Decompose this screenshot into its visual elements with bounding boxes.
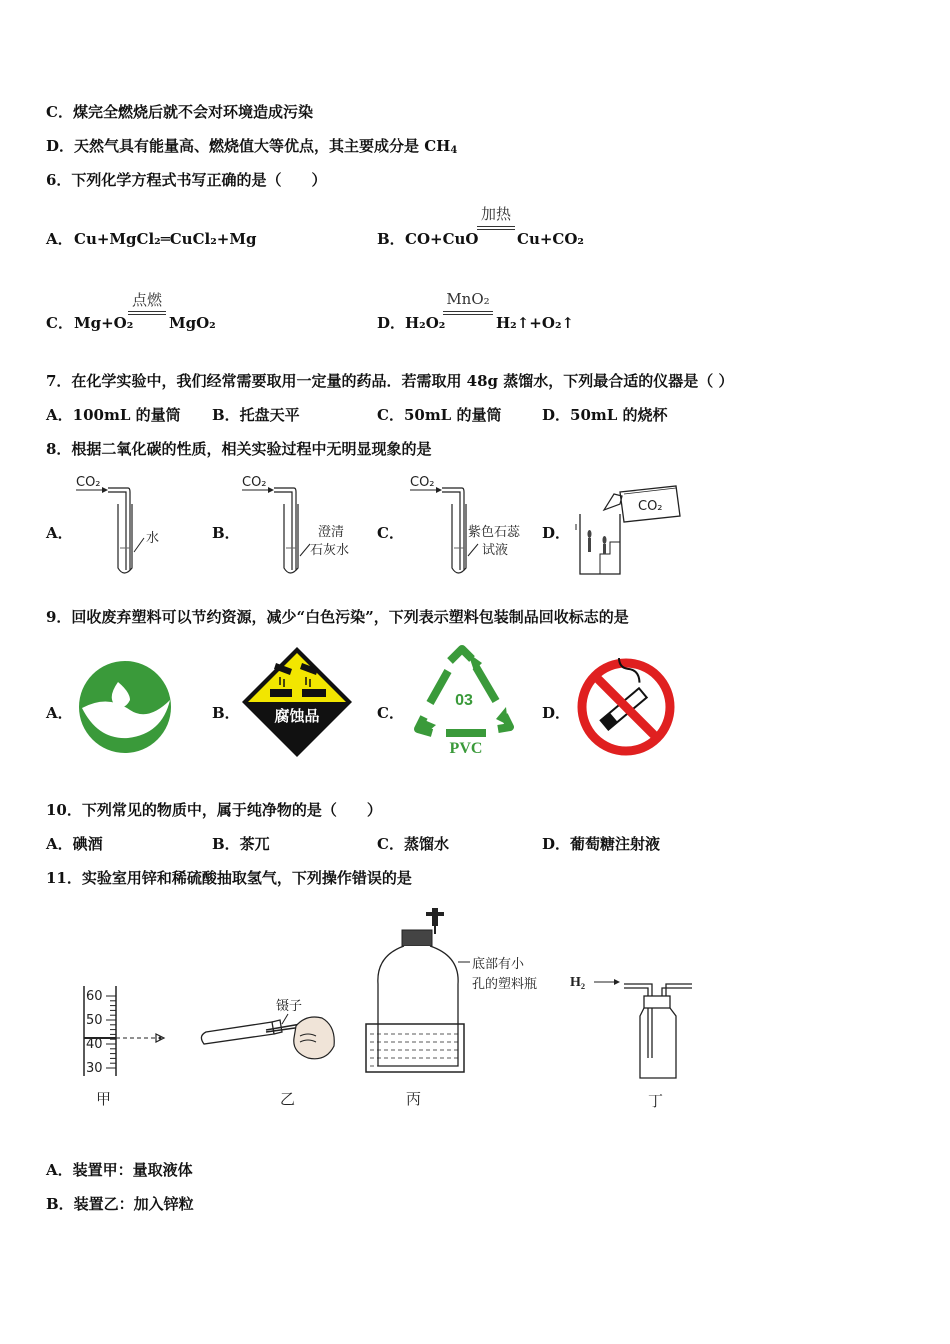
q6-stem: 6．下列化学方程式书写正确的是（ ） bbox=[46, 171, 327, 189]
corrosive-icon bbox=[240, 645, 354, 759]
scale-40: 40 bbox=[86, 1037, 103, 1052]
q6-b-equals bbox=[477, 226, 515, 230]
q7-option-d: D．50mL 的烧杯 bbox=[542, 406, 668, 424]
q6-c-right: MgO₂ bbox=[169, 314, 216, 332]
q6-b-condition: 加热 bbox=[480, 205, 511, 223]
bottle-in-trough-figure bbox=[362, 906, 562, 1076]
caption-ding: 丁 bbox=[648, 1092, 664, 1110]
q6-a-equation: Cu+MgCl₂═CuCl₂+Mg bbox=[74, 230, 257, 248]
scale-60: 60 bbox=[86, 989, 103, 1004]
q8-a-water: 水 bbox=[146, 531, 160, 546]
q6-c-condition: 点燃 bbox=[131, 291, 162, 309]
gas-bottle-figure bbox=[566, 966, 698, 1084]
q5-option-d bbox=[46, 136, 457, 161]
q8-b-label: B． bbox=[212, 524, 240, 542]
q8-a-label: A． bbox=[46, 524, 73, 542]
q10-option-b: B．茶兀 bbox=[212, 835, 270, 853]
q8-d-label: D． bbox=[542, 524, 571, 542]
q7-option-a: A．100mL 的量筒 bbox=[46, 406, 181, 424]
corrosive-text: 腐蚀品 bbox=[274, 707, 320, 725]
corrosive-yellow bbox=[248, 653, 346, 702]
q6-c-left: Mg+O₂ bbox=[74, 314, 134, 332]
q10-option-d: D．葡萄糖注射液 bbox=[542, 835, 661, 853]
q6-c-label: C． bbox=[46, 314, 73, 332]
q8-apparatus-d bbox=[572, 484, 687, 579]
q8-d-gas: CO₂ bbox=[638, 499, 663, 514]
recycle-text: PVC bbox=[449, 740, 483, 757]
q10-option-a: A．碘酒 bbox=[46, 835, 103, 853]
q9-a-label: A． bbox=[46, 704, 73, 722]
scale-50: 50 bbox=[86, 1013, 103, 1028]
q7-option-c: C．50mL 的量筒 bbox=[377, 406, 502, 424]
q8-c-reagent-2: 试液 bbox=[482, 543, 509, 558]
q6-d-right: H₂↑+O₂↑ bbox=[496, 314, 575, 332]
q8-b-gas: CO₂ bbox=[242, 475, 267, 490]
recycle-icon bbox=[410, 645, 520, 757]
caption-bing: 丙 bbox=[406, 1090, 422, 1108]
q6-c-equals bbox=[128, 311, 166, 315]
q7-option-b: B．托盘天平 bbox=[212, 406, 300, 424]
recycle-number: 03 bbox=[455, 692, 473, 709]
graduated-cylinder-figure bbox=[80, 982, 180, 1082]
q8-a-gas: CO₂ bbox=[76, 475, 101, 490]
q5-option-d-sub: 4 bbox=[450, 145, 458, 156]
q9-d-label: D． bbox=[542, 704, 571, 722]
q8-stem: 8．根据二氧化碳的性质，相关实验过程中无明显现象的是 bbox=[46, 440, 432, 458]
q6-b-right: Cu+CO₂ bbox=[517, 230, 584, 248]
q6-b-label: B． bbox=[377, 230, 405, 248]
q9-c-label: C． bbox=[377, 704, 404, 722]
q11-option-a: A．装置甲：量取液体 bbox=[46, 1161, 193, 1179]
q5-option-c: C．煤完全燃烧后就不会对环境造成污染 bbox=[46, 103, 313, 121]
q8-c-label: C． bbox=[377, 524, 404, 542]
q8-b-reagent-2: 石灰水 bbox=[310, 543, 350, 558]
no-smoking-icon bbox=[576, 657, 676, 757]
q8-apparatus-b bbox=[238, 470, 368, 580]
q6-d-equals bbox=[443, 311, 493, 315]
bottle-label-1: 底部有小 bbox=[472, 957, 525, 972]
q8-apparatus-a bbox=[72, 470, 172, 580]
test-tube-tweezers-figure bbox=[196, 996, 342, 1070]
q9-b-label: B． bbox=[212, 704, 240, 722]
q8-apparatus-c bbox=[406, 470, 536, 580]
h2-label: H₂ bbox=[570, 975, 586, 990]
q6-d-condition: MnO₂ bbox=[446, 290, 490, 308]
q6-b-left: CO+CuO bbox=[405, 230, 479, 248]
q5-option-d-text: D．天然气具有能量高、燃烧值大等优点，其主要成分是 CH bbox=[46, 137, 451, 155]
water-saving-icon bbox=[78, 660, 172, 754]
q7-stem: 7．在化学实验中，我们经常需要取用一定量的药品．若需取用 48g 蒸馏水，下列最合适的仪器是（ ） bbox=[46, 372, 734, 390]
scale-30: 30 bbox=[86, 1061, 103, 1076]
q6-d-label: D． bbox=[377, 314, 406, 332]
q11-option-b: B．装置乙：加入锌粒 bbox=[46, 1195, 194, 1213]
q10-stem: 10．下列常见的物质中，属于纯净物的是（ ） bbox=[46, 801, 382, 819]
caption-yi: 乙 bbox=[280, 1090, 296, 1108]
q8-c-reagent-1: 紫色石蕊 bbox=[468, 525, 521, 540]
tweezers-label: 镊子 bbox=[276, 999, 303, 1014]
q6-a-label: A． bbox=[46, 230, 73, 248]
q11-stem: 11．实验室用锌和稀硫酸抽取氢气，下列操作错误的是 bbox=[46, 869, 412, 887]
q8-c-gas: CO₂ bbox=[410, 475, 435, 490]
q9-stem: 9．回收废弃塑料可以节约资源，减少“白色污染”，下列表示塑料包装制品回收标志的是 bbox=[46, 608, 629, 626]
caption-jia: 甲 bbox=[96, 1090, 112, 1108]
q10-option-c: C．蒸馏水 bbox=[377, 835, 449, 853]
bottle-label-2: 孔的塑料瓶 bbox=[472, 977, 538, 992]
q8-b-reagent-1: 澄清 bbox=[318, 525, 345, 540]
q6-d-left: H₂O₂ bbox=[405, 314, 446, 332]
